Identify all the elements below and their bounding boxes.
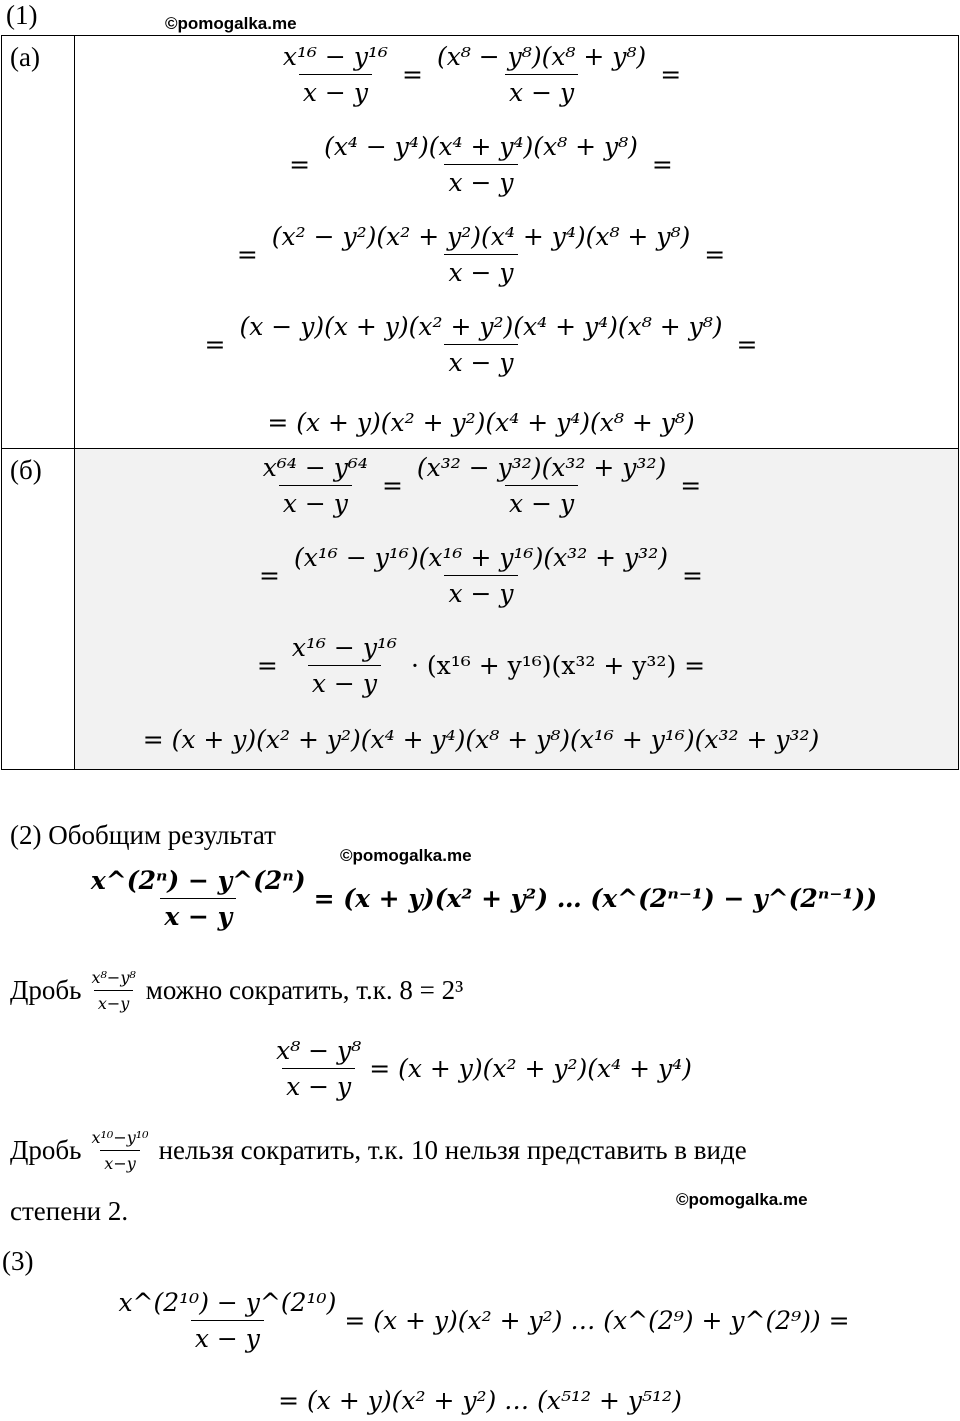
- paragraph-1: Дробь $\frac{\text{x⁸−y⁸}}{x-y}$ можно сократить, т.к. 8 = 2³: [10, 968, 464, 1013]
- fraction-numerator: x⁸ − y⁸: [276, 1036, 362, 1065]
- part3-equation-1: [0, 1288, 960, 1353]
- part2-heading: (2) Обобщим результат: [10, 820, 276, 850]
- part1-label: (1): [6, 0, 38, 30]
- general-formula-rhs: = (x + y)(x² + y²) … (x^(2ⁿ⁻¹) − y^(2ⁿ⁻¹)): [313, 884, 878, 913]
- fraction-numerator: x⁶⁴ − y⁶⁴: [262, 453, 368, 482]
- row-b: [2, 449, 959, 770]
- fraction-denominator: x−y: [94, 990, 133, 1013]
- fraction-denominator: x − y: [444, 254, 517, 287]
- watermark: ©pomogalka.me: [340, 846, 472, 865]
- fraction-denominator: x − y: [505, 74, 578, 107]
- watermark: ©pomogalka.me: [165, 14, 297, 33]
- solution-table: [1, 35, 959, 770]
- a-line-2: = $\frac{\text{(x⁴ − y⁴)(x⁴ + y⁴)(x⁸ + y⁸)}}{x - y}$ =: [289, 132, 673, 197]
- fraction-numerator: x¹⁶ − y¹⁶: [291, 633, 397, 662]
- row-a-label: (а): [10, 42, 40, 72]
- fraction-numerator: x⁸−y⁸: [91, 968, 136, 987]
- a-line-1: $\frac{\text{x¹⁶ − y¹⁶}}{x - y}$ = $\frac{\text{(x⁸ − y⁸)(x⁸ + y⁸)}}{x - y}$ =: [1, 42, 960, 107]
- part3-equation-2: = (x + y)(x² + y²) … (x⁵¹² + y⁵¹²): [278, 1386, 682, 1415]
- fraction-denominator: x − y: [444, 344, 517, 377]
- row-b-content: [75, 449, 959, 770]
- fraction-numerator: x^(2¹⁰) − y^(2¹⁰): [118, 1288, 337, 1317]
- watermark: ©pomogalka.me: [676, 1190, 808, 1209]
- row-a-content: [75, 36, 959, 449]
- fraction-numerator: x^(2ⁿ) − y^(2ⁿ): [90, 866, 306, 895]
- paragraph-2: Дробь $\frac{\text{x¹⁰−y¹⁰}}{x-y}$ нельзя сократить, т.к. 10 нельзя представить в виде: [10, 1128, 747, 1173]
- b-line-2: = $\frac{\text{(x¹⁶ − y¹⁶)(x¹⁶ + y¹⁶)(x³² + y³²)}}{x - y}$ =: [259, 543, 703, 608]
- fraction-numerator: (x⁸ − y⁸)(x⁸ + y⁸): [436, 42, 647, 71]
- fraction-denominator: x−y: [100, 1150, 139, 1173]
- part3-label: (3): [2, 1246, 34, 1276]
- fraction-denominator: x − y: [299, 74, 372, 107]
- equation-x8: [0, 1036, 960, 1101]
- fraction-denominator: x − y: [279, 485, 352, 518]
- fraction-denominator: x − y: [282, 1068, 355, 1101]
- fraction-numerator: (x³² − y³²)(x³² + y³²): [416, 453, 667, 482]
- b-line-4: = (x + y)(x² + y²)(x⁴ + y⁴)(x⁸ + y⁸)(x¹⁶ + y¹⁶)(x³² + y³²): [142, 725, 820, 754]
- fraction-numerator: x¹⁰−y¹⁰: [91, 1128, 149, 1147]
- a-line-5: = (x + y)(x² + y²)(x⁴ + y⁴)(x⁸ + y⁸): [267, 408, 695, 437]
- b-line-1: $\frac{\text{x⁶⁴ − y⁶⁴}}{x - y}$ = $\frac{\text{(x³² − y³²)(x³² + y³²)}}{x - y}$ =: [1, 453, 960, 518]
- row-a: [2, 36, 959, 449]
- fraction-denominator: x − y: [444, 575, 517, 608]
- fraction-numerator: (x¹⁶ − y¹⁶)(x¹⁶ + y¹⁶)(x³² + y³²): [294, 543, 668, 572]
- fraction-numerator: (x − y)(x + y)(x² + y²)(x⁴ + y⁴)(x⁸ + y⁸): [239, 312, 723, 341]
- part3-equation-1-rhs: = (x + y)(x² + y²) … (x^(2⁹) + y^(2⁹)) =: [344, 1306, 850, 1335]
- paragraph-2-line-2: степени 2.: [10, 1196, 129, 1226]
- fraction-numerator: x¹⁶ − y¹⁶: [282, 42, 388, 71]
- fraction-numerator: (x⁴ − y⁴)(x⁴ + y⁴)(x⁸ + y⁸): [324, 132, 638, 161]
- b-line-3: = $\frac{\text{x¹⁶ − y¹⁶}}{x - y}$ · (x¹⁶ + y¹⁶)(x³² + y³²) =: [256, 633, 706, 698]
- general-formula: [0, 866, 960, 931]
- fraction-denominator: x − y: [505, 485, 578, 518]
- fraction-denominator: x − y: [308, 665, 381, 698]
- fraction-numerator: (x² − y²)(x² + y²)(x⁴ + y⁴)(x⁸ + y⁸): [271, 222, 691, 251]
- fraction-denominator: x − y: [191, 1320, 264, 1353]
- fraction-denominator: x − y: [444, 164, 517, 197]
- a-line-4: = $\frac{\text{(x − y)(x + y)(x² + y²)(x⁴ + y⁴)(x⁸ + y⁸)}}{x - y}$ =: [204, 312, 758, 377]
- row-b-label: (б): [10, 455, 42, 485]
- a-line-3: = $\frac{\text{(x² − y²)(x² + y²)(x⁴ + y⁴)(x⁸ + y⁸)}}{x - y}$ =: [236, 222, 726, 287]
- fraction-denominator: x − y: [160, 898, 236, 931]
- equation-x8-rhs: = (x + y)(x² + y²)(x⁴ + y⁴): [369, 1054, 692, 1083]
